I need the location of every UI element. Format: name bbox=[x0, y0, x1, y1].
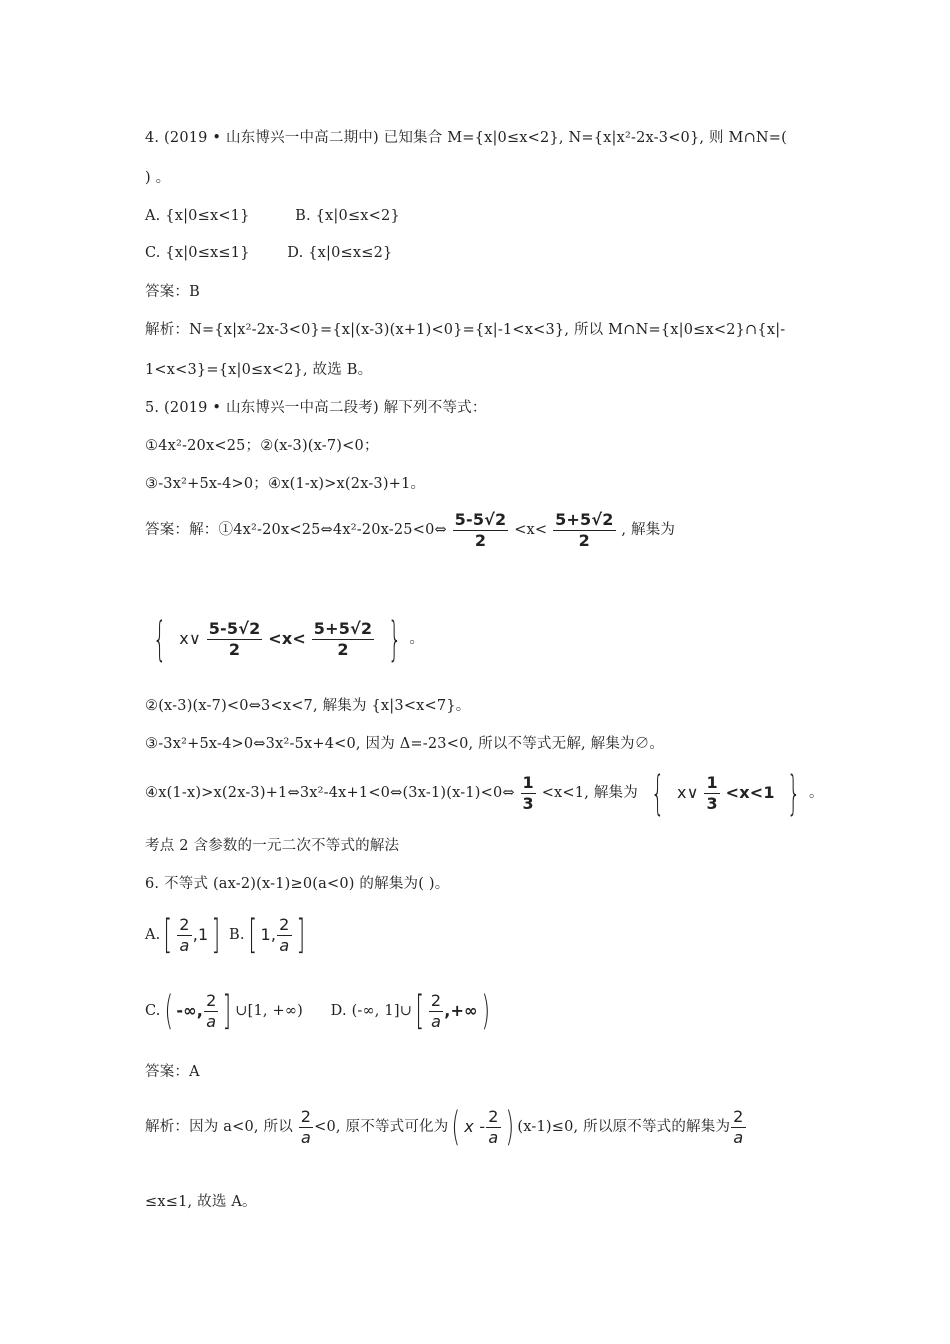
q5-answer-2: ②(x-3)(x-7)<0⇔3<x<7, 解集为 {x|3<x<7}。 bbox=[145, 698, 471, 714]
set-end: 。 bbox=[808, 785, 824, 801]
left-bracket-icon: [ bbox=[164, 912, 173, 958]
frac-denominator: 2 bbox=[474, 530, 487, 550]
set-frac-right bbox=[312, 619, 374, 660]
frac-numerator: 2 bbox=[206, 990, 217, 1010]
left-brace-icon: { bbox=[153, 612, 167, 666]
right-bracket-icon: ] bbox=[223, 988, 232, 1034]
q6-title: 6. 不等式 (ax-2)(x-1)≥0(a<0) 的解集为( )。 bbox=[145, 876, 450, 892]
q5-answer-4-mid: <x<1, 解集为 bbox=[541, 785, 638, 801]
left-paren-icon: ( bbox=[164, 988, 173, 1034]
left-brace-icon: { bbox=[650, 766, 665, 820]
frac-denominator: 2 bbox=[337, 639, 349, 659]
frac-numerator: 5-5√2 bbox=[208, 618, 261, 638]
frac-numerator: 2 bbox=[488, 1106, 499, 1126]
left-paren-icon: ( bbox=[452, 1104, 461, 1150]
frac-denominator: 2 bbox=[228, 639, 241, 659]
frac-denominator: 3 bbox=[706, 793, 718, 813]
q6-analysis-frac-3 bbox=[731, 1107, 745, 1148]
q6-option-b-label: B. bbox=[228, 927, 245, 943]
right-bracket-icon: ] bbox=[296, 912, 305, 958]
left-bracket-icon: [ bbox=[415, 988, 425, 1034]
set-frac bbox=[704, 773, 719, 814]
frac-denominator: a bbox=[179, 935, 190, 955]
q6-option-a-tail: ,1 bbox=[192, 925, 209, 944]
q4-analysis-line2: 1<x<3}={x|0≤x<2}, 故选 B。 bbox=[145, 362, 373, 378]
frac-numerator: 2 bbox=[430, 990, 442, 1010]
frac-numerator: 1 bbox=[706, 772, 718, 792]
q6-option-a-label: A. bbox=[145, 927, 161, 943]
q4-options-ab bbox=[145, 206, 400, 226]
q4-options-cd bbox=[145, 243, 392, 263]
q4-option-a: A. {x|0≤x<1} bbox=[145, 208, 250, 224]
right-bracket-icon: ] bbox=[211, 912, 221, 958]
q6-option-c-label: C. bbox=[145, 1003, 161, 1019]
q4-answer: 答案：B bbox=[145, 284, 200, 300]
frac-denominator: 3 bbox=[522, 793, 534, 813]
q6-analysis-line2: ≤x≤1, 故选 A。 bbox=[145, 1194, 257, 1210]
q6-analysis-frac-2 bbox=[486, 1107, 500, 1148]
frac-denominator: 2 bbox=[578, 530, 590, 550]
q6-option-c-head: -∞, bbox=[176, 1001, 204, 1020]
frac-numerator: 2 bbox=[733, 1106, 744, 1126]
q5-answer-4-frac bbox=[521, 773, 536, 814]
right-paren-icon: ) bbox=[505, 1104, 514, 1150]
q6-option-d-label: D. (-∞, 1]∪ bbox=[330, 1003, 413, 1019]
q5-answer-3: ③-3x²+5x-4>0⇔3x²-5x+4<0, 因为 Δ=-23<0, 所以不等式无解, 解集为∅。 bbox=[145, 736, 665, 752]
set-frac-left bbox=[207, 619, 263, 660]
q4-stem-line2: ) 。 bbox=[145, 170, 171, 186]
set-tail: <x<1 bbox=[725, 783, 775, 802]
q6-analysis-frac-1 bbox=[299, 1107, 313, 1148]
frac-numerator: 5+5√2 bbox=[555, 509, 614, 529]
q6-option-c-tail: ∪[1, +∞) bbox=[235, 1003, 304, 1019]
frac-denominator: a bbox=[279, 935, 290, 955]
q6-option-d-frac bbox=[429, 991, 443, 1032]
frac-denominator: a bbox=[733, 1127, 744, 1147]
right-brace-icon: } bbox=[388, 612, 402, 666]
q5-answer-1-mid: <x< bbox=[514, 522, 548, 538]
q6-options-cd bbox=[145, 986, 494, 1036]
set-variable: x∨ bbox=[179, 629, 201, 648]
q5-answer-4 bbox=[145, 768, 824, 818]
set-inequality: <x< bbox=[268, 629, 306, 648]
q4-analysis-line1: 解析：N={x|x²-2x-3<0}={x|(x-3)(x+1)<0}={x|-1<x<3}, 所以 M∩N={x|0≤x<2}∩{x|- bbox=[145, 322, 786, 338]
q4-option-c: C. {x|0≤x≤1} bbox=[145, 245, 250, 261]
q6-answer: 答案：A bbox=[145, 1064, 200, 1080]
q6-option-a-frac bbox=[177, 915, 191, 956]
set-variable: x∨ bbox=[677, 783, 699, 802]
q5-answer-1-set bbox=[145, 614, 424, 664]
q5-answer-1-prefix: 答案：解：①4x²-20x<25⇔4x²-20x-25<0⇔ bbox=[145, 522, 447, 538]
q5-items-3-4: ③-3x²+5x-4>0；④x(1-x)>x(2x-3)+1。 bbox=[145, 476, 426, 492]
q5-answer-1-suffix: , 解集为 bbox=[621, 522, 676, 538]
q6-options-ab bbox=[145, 910, 308, 960]
q5-answer-1 bbox=[145, 508, 675, 552]
q6-analysis-prefix: 解析：因为 a<0, 所以 bbox=[145, 1119, 293, 1135]
right-brace-icon: } bbox=[787, 766, 801, 820]
q5-answer-1-frac-right bbox=[553, 510, 615, 551]
set-end: 。 bbox=[409, 631, 425, 647]
frac-numerator: 1 bbox=[522, 772, 534, 792]
q6-option-d-tail: ,+∞ bbox=[444, 1001, 478, 1020]
q6-analysis-mid2: (x-1)≤0, 所以原不等式的解集为 bbox=[517, 1119, 731, 1135]
q6-option-b-frac bbox=[277, 915, 291, 956]
frac-denominator: a bbox=[488, 1127, 499, 1147]
q5-title: 5. (2019 • 山东博兴一中高二段考) 解下列不等式： bbox=[145, 400, 487, 416]
frac-numerator: 2 bbox=[279, 914, 290, 934]
q6-analysis-mid1: <0, 原不等式可化为 bbox=[314, 1119, 449, 1135]
q6-option-b-head: 1, bbox=[260, 925, 277, 944]
frac-numerator: 2 bbox=[179, 914, 190, 934]
frac-numerator: 2 bbox=[300, 1106, 312, 1126]
frac-numerator: 5-5√2 bbox=[454, 509, 507, 529]
q5-answer-1-frac-left bbox=[453, 510, 509, 551]
frac-numerator: 5+5√2 bbox=[313, 618, 373, 638]
q4-option-b: B. {x|0≤x<2} bbox=[295, 208, 400, 224]
q6-option-c-frac bbox=[204, 991, 218, 1032]
frac-denominator: a bbox=[206, 1011, 217, 1031]
right-paren-icon: ) bbox=[481, 988, 490, 1034]
q6-analysis-line1 bbox=[145, 1102, 747, 1152]
q6-analysis-paren-x: x - bbox=[464, 1117, 486, 1136]
frac-denominator: a bbox=[431, 1011, 442, 1031]
q4-stem-line1: 4. (2019 • 山东博兴一中高二期中) 已知集合 M={x|0≤x<2}, N={x|x²-2x-3<0}, 则 M∩N=( bbox=[145, 130, 788, 146]
q5-items-1-2: ①4x²-20x<25；②(x-3)(x-7)<0； bbox=[145, 438, 379, 454]
frac-denominator: a bbox=[300, 1127, 311, 1147]
left-bracket-icon: [ bbox=[248, 912, 257, 958]
q5-answer-4-prefix: ④x(1-x)>x(2x-3)+1⇔3x²-4x+1<0⇔(3x-1)(x-1)<0⇔ bbox=[145, 785, 515, 801]
section-heading: 考点 2 含参数的一元二次不等式的解法 bbox=[145, 838, 400, 854]
q4-option-d: D. {x|0≤x≤2} bbox=[287, 245, 393, 261]
